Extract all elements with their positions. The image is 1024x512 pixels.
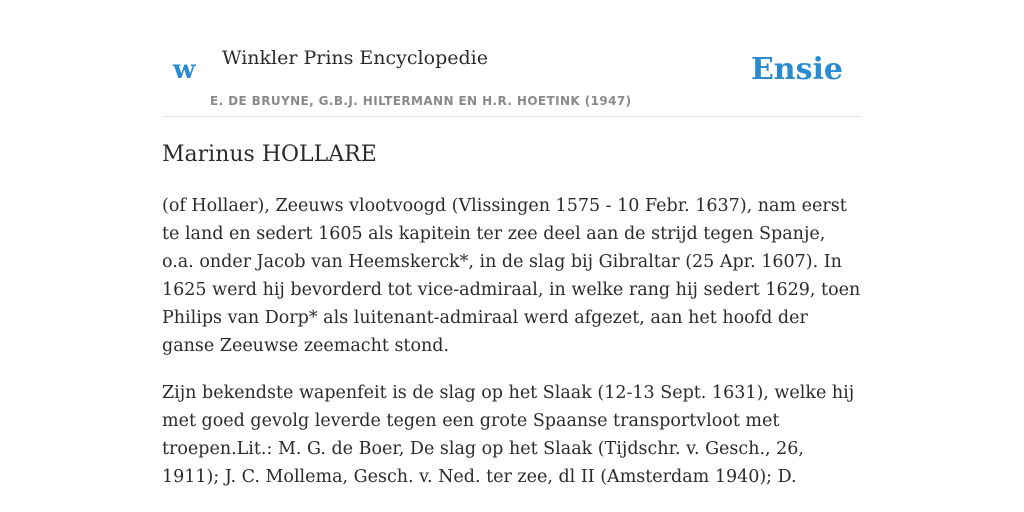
- page-container: [162, 0, 862, 487]
- article-paragraph: Zijn bekendste wapenfeit is de slag op het Slaak (12-13 Sept. 1631), welke hij met goed gevolg leverde tegen een grote Spaanse transportvloot met troepen.Lit.: M. G. de Boer, De slag op het Slaak (Tijdschr. v. Gesch., 26, 1911); J. C. Mollema, Gesch. v. Ned. ter zee, dl II (Amsterdam 1940); D.: [162, 383, 855, 487]
- publication-authors: E. DE BRUYNE, G.B.J. HILTERMANN EN H.R. HOETINK (1947): [210, 94, 632, 108]
- ensie-brand-link[interactable]: Ensie: [750, 52, 843, 87]
- header: [162, 0, 862, 117]
- article-body: [162, 192, 862, 510]
- winkler-prins-logo-icon[interactable]: w: [173, 55, 196, 85]
- article-paragraph: (of Hollaer), Zeeuws vlootvoogd (Vlissingen 1575 - 10 Febr. 1637), nam eerst te land en sedert 1605 als kapitein ter zee deel aan de strijd tegen Spanje, o.a. onder Jacob van Heemskerck*, in de slag bij Gibraltar (25 Apr. 1607). In 1625 werd hij bevorderd tot vice-admiraal, in welke rang hij sedert 1629, toen Philips van Dorp* als luitenant-admiraal werd afgezet, aan het hoofd der ganse Zeeuwse zeemacht stond.: [162, 196, 861, 356]
- publication-title[interactable]: Winkler Prins Encyclopedie: [222, 47, 488, 69]
- article-title: Marinus HOLLARE: [162, 142, 377, 167]
